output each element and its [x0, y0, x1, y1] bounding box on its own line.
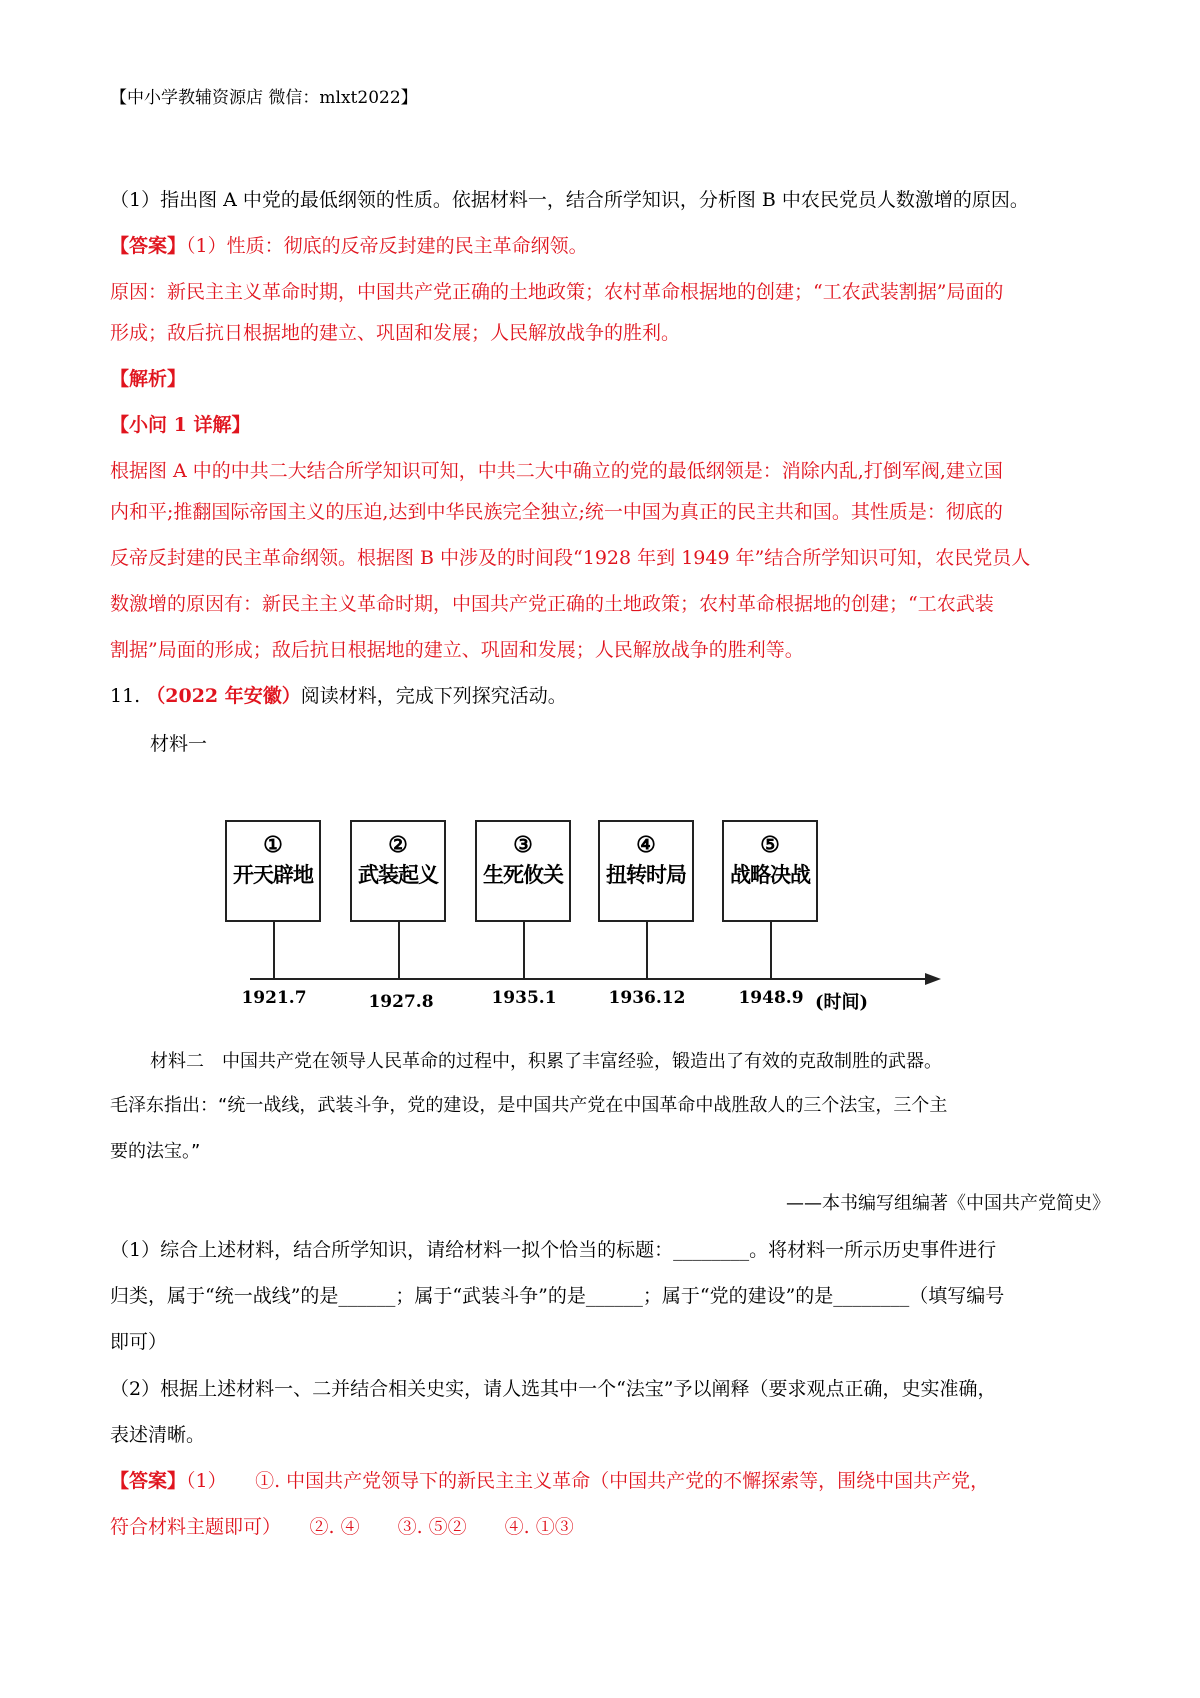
event-name: 扭转时局: [606, 862, 686, 887]
event-number: ④: [636, 832, 656, 858]
explanation-line: 割据”局面的形成；敌后抗日根据地的建立、巩固和发展；人民解放战争的胜利等。: [110, 639, 804, 661]
answer-1-line: （1）性质：彻底的反帝反封建的民主革命纲领。: [186, 235, 588, 257]
timeline-axis-label: (时间): [815, 992, 869, 1013]
answer-label: 【答案】: [110, 235, 187, 257]
history-timeline-figure: [225, 820, 945, 1015]
explanation-line: 内和平;推翻国际帝国主义的压迫,达到中华民族完全独立;统一中国为真正的民主共和国。其性质是：彻底的: [110, 501, 1003, 523]
sub-question-1-line: （1）综合上述材料，结合所学知识，请给材料一拟个恰当的标题：________。将材料一所示历史事件进行: [110, 1239, 997, 1261]
timeline-date: 1948.9: [738, 988, 804, 1008]
event-number: ⑤: [760, 832, 780, 858]
material-2-line: 毛泽东指出：“统一战线，武装斗争，党的建设，是中国共产党在中国革命中战胜敌人的三个法宝，三个主: [110, 1095, 948, 1116]
answer-11-line: （1） ①. 中国共产党领导下的新民主主义革命（中国共产党的不懈探索等，围绕中国共产党，: [186, 1470, 990, 1492]
explanation-line: 反帝反封建的民主革命纲领。根据图 B 中涉及的时间段“1928 年到 1949 年”结合所学知识可知，农民党员人: [110, 547, 1031, 569]
event-number: ③: [513, 832, 533, 858]
answer-1: [110, 234, 588, 258]
event-name: 开天辟地: [233, 862, 313, 887]
timeline-event-box: [350, 820, 446, 922]
timeline-stem: [646, 920, 648, 978]
material-2-source: ——本书编写组编著《中国共产党简史》: [786, 1193, 1110, 1214]
event-name: 战略决战: [730, 862, 810, 887]
sub-question-2-line: （2）根据上述材料一、二并结合相关史实，请人选其中一个“法宝”予以阐释（要求观点正确，史实准确，: [110, 1378, 997, 1400]
sub-question-2-line: 表述清晰。: [110, 1424, 206, 1446]
sub-question-1-line: 归类，属于“统一战线”的是______；属于“武装斗争”的是______；属于“党的建设”的是________（填写编号: [110, 1285, 1005, 1307]
event-number: ②: [388, 832, 408, 858]
timeline-stem: [770, 920, 772, 978]
timeline-stem: [523, 920, 525, 978]
explanation-line: 根据图 A 中的中共二大结合所学知识可知，中共二大中确立的党的最低纲领是：消除内乱,打倒军阀,建立国: [110, 460, 1003, 482]
material-1-label: 材料一: [150, 733, 208, 755]
timeline-date: 1935.1: [491, 988, 557, 1008]
answer-11-line: 符合材料主题即可） ②. ④ ③. ⑤② ④. ①③: [110, 1516, 574, 1538]
answer-11: [110, 1469, 989, 1493]
material-2-line: 要的法宝。”: [110, 1141, 201, 1162]
sub-question-label: 【小问 1 详解】: [110, 414, 251, 436]
analysis-label: 【解析】: [110, 368, 187, 390]
question-1-prompt: （1）指出图 A 中党的最低纲领的性质。依据材料一，结合所学知识，分析图 B 中农民党员人数激增的原因。: [110, 189, 1029, 211]
timeline-event-box: [722, 820, 818, 922]
explanation-line: 数激增的原因有：新民主主义革命时期，中国共产党正确的土地政策；农村革命根据地的创建；“工农武装: [110, 593, 994, 615]
answer-label: 【答案】: [110, 1470, 187, 1492]
timeline-stem: [273, 920, 275, 978]
timeline-axis: [250, 978, 930, 980]
timeline-date: 1927.8: [368, 992, 434, 1012]
timeline-stem: [398, 920, 400, 978]
timeline-event-box: [225, 820, 321, 922]
question-source-tag: （2022 年安徽）: [146, 685, 301, 707]
timeline-date: 1921.7: [241, 988, 307, 1008]
question-number: 11.: [110, 685, 141, 707]
question-11-header: [110, 684, 567, 708]
answer-1-reason-line2: 形成；敌后抗日根据地的建立、巩固和发展；人民解放战争的胜利。: [110, 322, 681, 344]
event-name: 武装起义: [358, 862, 438, 887]
timeline-date: 1936.12: [608, 988, 686, 1008]
event-number: ①: [263, 832, 283, 858]
material-2-line: 材料二 中国共产党在领导人民革命的过程中，积累了丰富经验，锻造出了有效的克敌制胜的武器。: [150, 1051, 942, 1072]
timeline-arrow-icon: [925, 973, 941, 985]
timeline-event-box: [598, 820, 694, 922]
page-header-watermark: 【中小学教辅资源店 微信：mlxt2022】: [110, 88, 418, 108]
answer-1-reason-line1: 原因：新民主主义革命时期，中国共产党正确的土地政策；农村革命根据地的创建；“工农武装割据”局面的: [110, 281, 1004, 303]
question-intro: 阅读材料，完成下列探究活动。: [300, 685, 567, 707]
event-name: 生死攸关: [483, 862, 563, 887]
sub-question-1-line: 即可）: [110, 1331, 168, 1353]
timeline-event-box: [475, 820, 571, 922]
